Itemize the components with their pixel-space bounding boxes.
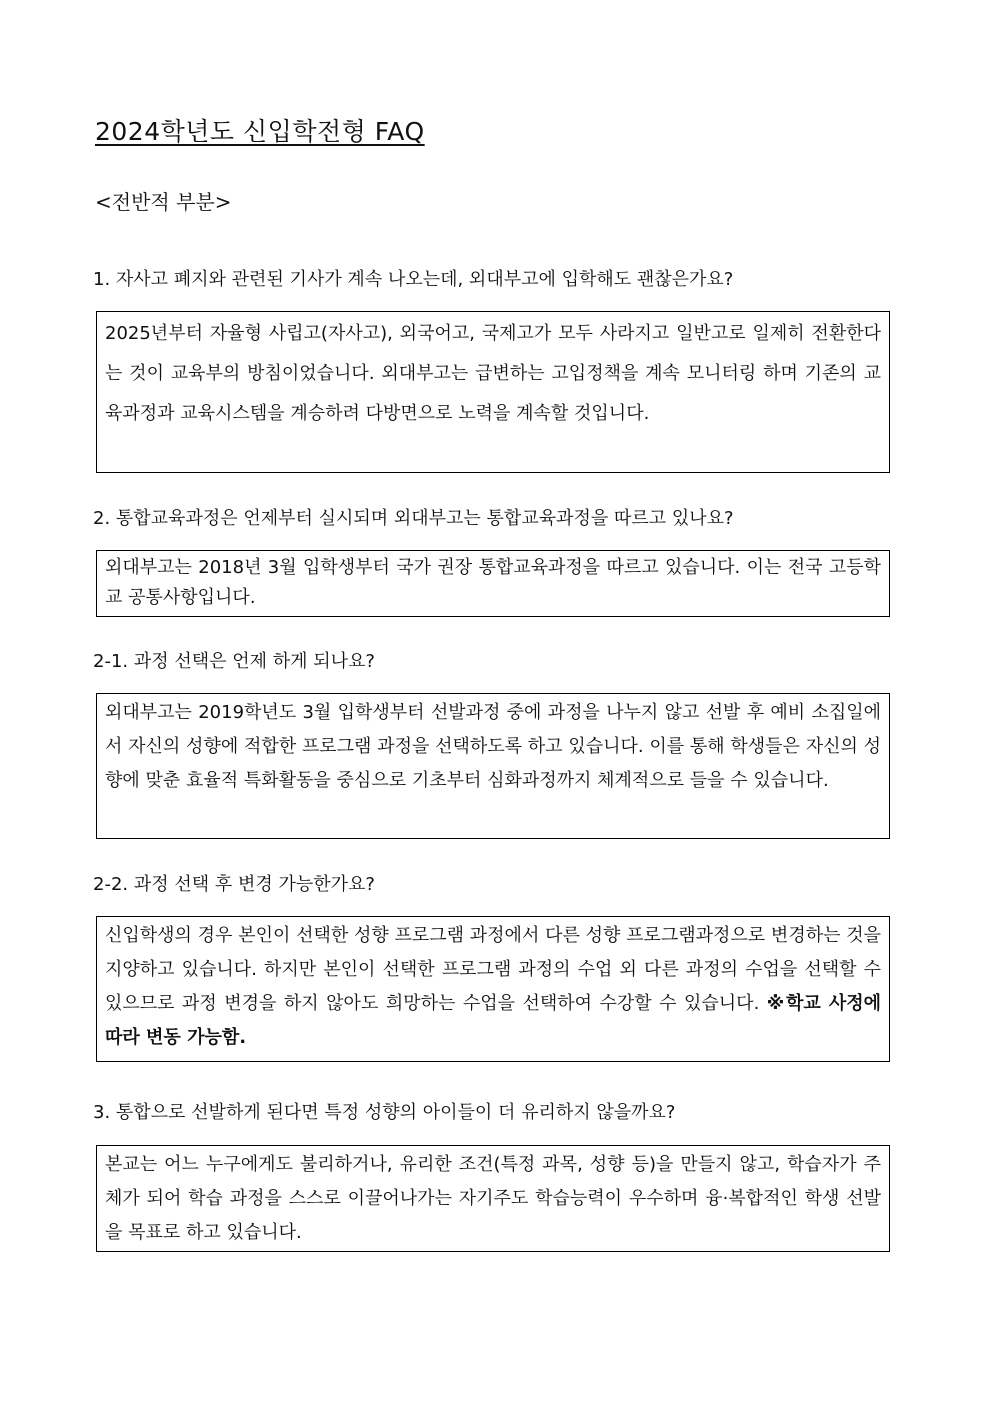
faq-question-3: 3. 통합으로 선발하게 된다면 특정 성향의 아이들이 더 유리하지 않을까요?	[93, 1102, 676, 1123]
faq-answer-2	[105, 553, 881, 613]
faq-answer-text-2-1: 외대부고는 2019학년도 3월 입학생부터 선발과정 중에 과정을 나누지 않고 선발 후 예비 소집일에서 자신의 성향에 적합한 프로그램 과정을 선택하도록 하고 있습니다. 이를 통해 학생들은 자신의 성향에 맞춘 효율적 특화활동을 중심으로 기초부터 심화과정까지 체계적으로 들을 수 있습니다.	[105, 702, 881, 791]
faq-answer-text-2: 외대부고는 2018년 3월 입학생부터 국가 권장 통합교육과정을 따르고 있습니다. 이는 전국 고등학교 공통사항입니다.	[105, 557, 881, 608]
faq-answer-3	[105, 1148, 881, 1250]
faq-answer-2-2	[105, 919, 881, 1055]
faq-answer-box-3	[96, 1145, 890, 1252]
section-heading: <전반적 부분>	[95, 190, 232, 214]
faq-answer-1	[105, 314, 881, 434]
faq-question-2-2: 2-2. 과정 선택 후 변경 가능한가요?	[93, 874, 375, 895]
faq-answer-box-2-1	[96, 693, 890, 839]
faq-answer-box-2-2	[96, 916, 890, 1062]
faq-answer-note-2-2: ※학교 사정에 따라 변동 가능함.	[105, 993, 881, 1048]
document-title: 2024학년도 신입학전형 FAQ	[95, 117, 425, 146]
faq-answer-text-3: 본교는 어느 누구에게도 불리하거나, 유리한 조건(특정 과목, 성향 등)을 만들지 않고, 학습자가 주체가 되어 학습 과정을 스스로 이끌어나가는 자기주도 학습능력이 우수하며 융·복합적인 학생 선발을 목표로 하고 있습니다.	[105, 1154, 881, 1243]
faq-answer-2-1	[105, 696, 881, 798]
faq-answer-text-2-2: 신입학생의 경우 본인이 선택한 성향 프로그램 과정에서 다른 성향 프로그램과정으로 변경하는 것을 지양하고 있습니다. 하지만 본인이 선택한 프로그램 과정의 수업 외 다른 과정의 수업을 선택할 수 있으므로 과정 변경을 하지 않아도 희망하는 수업을 선택하여 수강할 수 있습니다.	[105, 925, 881, 1014]
faq-question-2: 2. 통합교육과정은 언제부터 실시되며 외대부고는 통합교육과정을 따르고 있나요?	[93, 508, 734, 529]
faq-question-2-1: 2-1. 과정 선택은 언제 하게 되나요?	[93, 651, 375, 672]
faq-answer-text-1: 2025년부터 자율형 사립고(자사고), 외국어고, 국제고가 모두 사라지고 일반고로 일제히 전환한다는 것이 교육부의 방침이었습니다. 외대부고는 급변하는 고입정책을 계속 모니터링 하며 기존의 교육과정과 교육시스템을 계승하려 다방면으로 노력을 계속할 것입니다.	[105, 323, 881, 424]
faq-answer-box-1	[96, 311, 890, 473]
faq-question-1: 1. 자사고 폐지와 관련된 기사가 계속 나오는데, 외대부고에 입학해도 괜찮은가요?	[93, 269, 734, 290]
faq-answer-box-2	[96, 550, 890, 617]
